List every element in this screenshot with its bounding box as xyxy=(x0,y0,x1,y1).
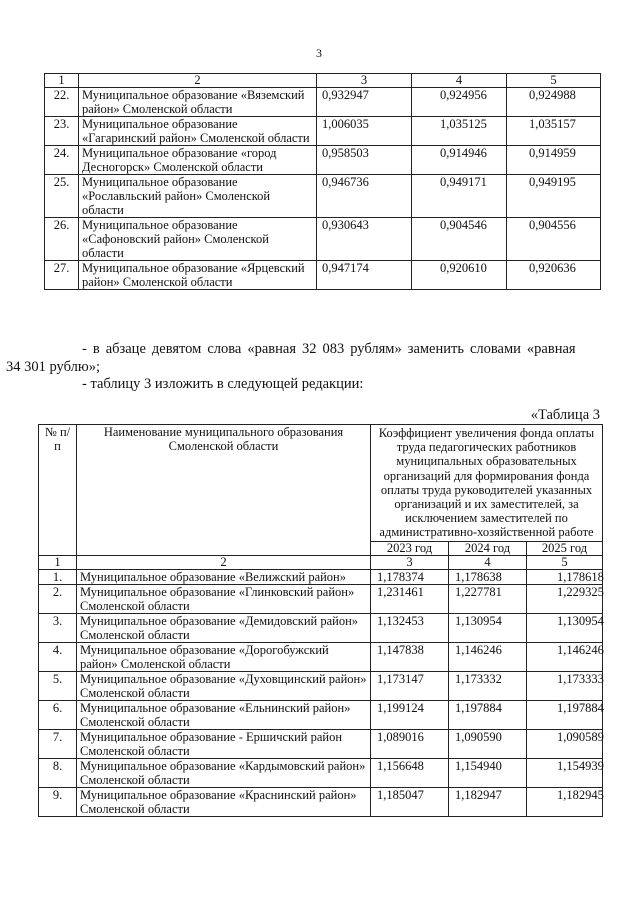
coefficient-value: 1,154939 xyxy=(527,758,603,787)
table1-header-cell: 2 xyxy=(79,74,317,88)
col-name-header: Наименование муниципального образования Смоленской области xyxy=(77,425,371,556)
row-number: 27. xyxy=(45,261,79,290)
municipality-name: Муниципальное образование «Краснинский район» Смоленской области xyxy=(77,787,371,816)
table-row xyxy=(39,642,603,671)
para-word: «равная xyxy=(247,341,296,357)
table-caption: «Таблица 3 xyxy=(530,407,600,423)
municipality-name: Муниципальное образование «Вяземский район» Смоленской области xyxy=(79,88,317,117)
table-row xyxy=(45,117,601,146)
table-row xyxy=(45,88,601,117)
table-row xyxy=(39,729,603,758)
coefficient-value: 1,185047 xyxy=(371,787,449,816)
para-word: девятом xyxy=(151,341,202,357)
coefficient-value: 1,227781 xyxy=(449,584,527,613)
row-number: 23. xyxy=(45,117,79,146)
table1-header-cell: 1 xyxy=(45,74,79,88)
row-number: 9. xyxy=(39,787,77,816)
para-word: рублям» xyxy=(350,341,402,357)
coefficient-value: 0,914946 xyxy=(412,146,507,175)
table-row xyxy=(39,584,603,613)
coefficient-value: 1,197884 xyxy=(449,700,527,729)
row-number: 4. xyxy=(39,642,77,671)
coefficient-value: 1,229325 xyxy=(527,584,603,613)
coefficient-value: 0,904546 xyxy=(412,218,507,261)
coefficient-value: 0,904556 xyxy=(507,218,601,261)
row-number: 8. xyxy=(39,758,77,787)
coefficient-value: 1,182947 xyxy=(449,787,527,816)
coefficient-value: 1,146246 xyxy=(527,642,603,671)
table-row xyxy=(39,787,603,816)
coefficient-value: 1,154940 xyxy=(449,758,527,787)
table1-header-row xyxy=(45,74,601,88)
row-number: 2. xyxy=(39,584,77,613)
row-number: 1. xyxy=(39,569,77,584)
coefficient-value: 0,930643 xyxy=(317,218,412,261)
coefficient-header: Коэффициент увеличения фонда оплаты труда педагогических работников муниципальных образовательных организаций для формирования фонда оплаты труда руководителей указанных организаций и их заместителей, за исключением заместителей по административно-хозяйственной работе xyxy=(371,425,603,542)
table2-index-row xyxy=(39,555,603,569)
table-coefficient-increase xyxy=(38,424,603,817)
coefficient-value: 1,130954 xyxy=(527,613,603,642)
coefficient-value: 0,920636 xyxy=(507,261,601,290)
year-header: 2023 год xyxy=(371,541,449,555)
coefficient-value: 0,920610 xyxy=(412,261,507,290)
coefficient-value: 0,914959 xyxy=(507,146,601,175)
row-number: 5. xyxy=(39,671,77,700)
row-number: 22. xyxy=(45,88,79,117)
index-cell: 4 xyxy=(449,555,527,569)
row-number: 24. xyxy=(45,146,79,175)
table-row xyxy=(45,175,601,218)
coefficient-value: 0,924988 xyxy=(507,88,601,117)
table2-header-row xyxy=(39,425,603,542)
coefficient-value: 1,182945 xyxy=(527,787,603,816)
coefficient-value: 0,946736 xyxy=(317,175,412,218)
table-row xyxy=(39,613,603,642)
para-word: абзаце xyxy=(105,341,146,357)
para-word: - xyxy=(82,341,87,357)
coefficient-value: 1,090589 xyxy=(527,729,603,758)
table-municipal-coefficients-continued xyxy=(44,73,601,290)
municipality-name: Муниципальное образование «Велижский район» xyxy=(77,569,371,584)
table1-header-cell: 3 xyxy=(317,74,412,88)
year-header: 2025 год xyxy=(527,541,603,555)
municipality-name: Муниципальное образование «Кардымовский район» Смоленской области xyxy=(77,758,371,787)
index-cell: 2 xyxy=(77,555,371,569)
para-word: словами xyxy=(469,341,521,357)
coefficient-value: 1,197884 xyxy=(527,700,603,729)
coefficient-value: 1,178374 xyxy=(371,569,449,584)
coefficient-value: 1,231461 xyxy=(371,584,449,613)
municipality-name: Муниципальное образование «Глинковский район» Смоленской области xyxy=(77,584,371,613)
coefficient-value: 0,932947 xyxy=(317,88,412,117)
para-word: 083 xyxy=(322,341,345,357)
para-word: слова xyxy=(207,341,242,357)
para-last-line: 34 301 рублю»; xyxy=(6,359,100,375)
coefficient-value: 1,156648 xyxy=(371,758,449,787)
row-number: 26. xyxy=(45,218,79,261)
amendment-paragraph xyxy=(6,340,600,376)
table-replacement-paragraph: - таблицу 3 изложить в следующей редакции: xyxy=(82,376,364,392)
municipality-name: Муниципальное образование «Ярцевский район» Смоленской области xyxy=(79,261,317,290)
table-row xyxy=(45,146,601,175)
coefficient-value: 1,132453 xyxy=(371,613,449,642)
municipality-name: Муниципальное образование - Ершичский район Смоленской области xyxy=(77,729,371,758)
para-word: в xyxy=(92,341,100,357)
municipality-name: Муниципальное образование «Рославльский район» Смоленской области xyxy=(79,175,317,218)
coefficient-value: 0,947174 xyxy=(317,261,412,290)
coefficient-value: 1,089016 xyxy=(371,729,449,758)
municipality-name: Муниципальное образование «Гагаринский район» Смоленской области xyxy=(79,117,317,146)
page-number: 3 xyxy=(316,46,322,60)
para-word: «равная xyxy=(526,341,576,357)
coefficient-value: 1,178638 xyxy=(449,569,527,584)
coefficient-value: 0,958503 xyxy=(317,146,412,175)
municipality-name: Муниципальное образование «Духовщинский район» Смоленской области xyxy=(77,671,371,700)
coefficient-value: 1,146246 xyxy=(449,642,527,671)
municipality-name: Муниципальное образование «Ельнинский район» Смоленской области xyxy=(77,700,371,729)
para-word: 32 xyxy=(302,341,317,357)
index-cell: 3 xyxy=(371,555,449,569)
municipality-name: Муниципальное образование «Дорогобужский район» Смоленской области xyxy=(77,642,371,671)
row-number: 6. xyxy=(39,700,77,729)
table-row xyxy=(39,758,603,787)
coefficient-value: 1,199124 xyxy=(371,700,449,729)
coefficient-value: 0,924956 xyxy=(412,88,507,117)
table1-header-cell: 4 xyxy=(412,74,507,88)
index-cell: 1 xyxy=(39,555,77,569)
table1-header-cell: 5 xyxy=(507,74,601,88)
table-row xyxy=(39,569,603,584)
coefficient-value: 1,147838 xyxy=(371,642,449,671)
year-header: 2024 год xyxy=(449,541,527,555)
coefficient-value: 1,173332 xyxy=(449,671,527,700)
coefficient-value: 0,949171 xyxy=(412,175,507,218)
coefficient-value: 1,173333 xyxy=(527,671,603,700)
coefficient-value: 1,035125 xyxy=(412,117,507,146)
index-cell: 5 xyxy=(527,555,603,569)
table-row xyxy=(39,700,603,729)
table-row xyxy=(39,671,603,700)
municipality-name: Муниципальное образование «город Десногорск» Смоленской области xyxy=(79,146,317,175)
row-number: 25. xyxy=(45,175,79,218)
coefficient-value: 1,006035 xyxy=(317,117,412,146)
municipality-name: Муниципальное образование «Демидовский район» Смоленской области xyxy=(77,613,371,642)
col-number-header: № п/п xyxy=(39,425,77,556)
coefficient-value: 1,173147 xyxy=(371,671,449,700)
coefficient-value: 1,090590 xyxy=(449,729,527,758)
para-word: заменить xyxy=(407,341,464,357)
table-row xyxy=(45,261,601,290)
municipality-name: Муниципальное образование «Сафоновский район» Смоленской области xyxy=(79,218,317,261)
row-number: 7. xyxy=(39,729,77,758)
coefficient-value: 0,949195 xyxy=(507,175,601,218)
coefficient-value: 1,178618 xyxy=(527,569,603,584)
coefficient-value: 1,035157 xyxy=(507,117,601,146)
row-number: 3. xyxy=(39,613,77,642)
table-row xyxy=(45,218,601,261)
coefficient-value: 1,130954 xyxy=(449,613,527,642)
